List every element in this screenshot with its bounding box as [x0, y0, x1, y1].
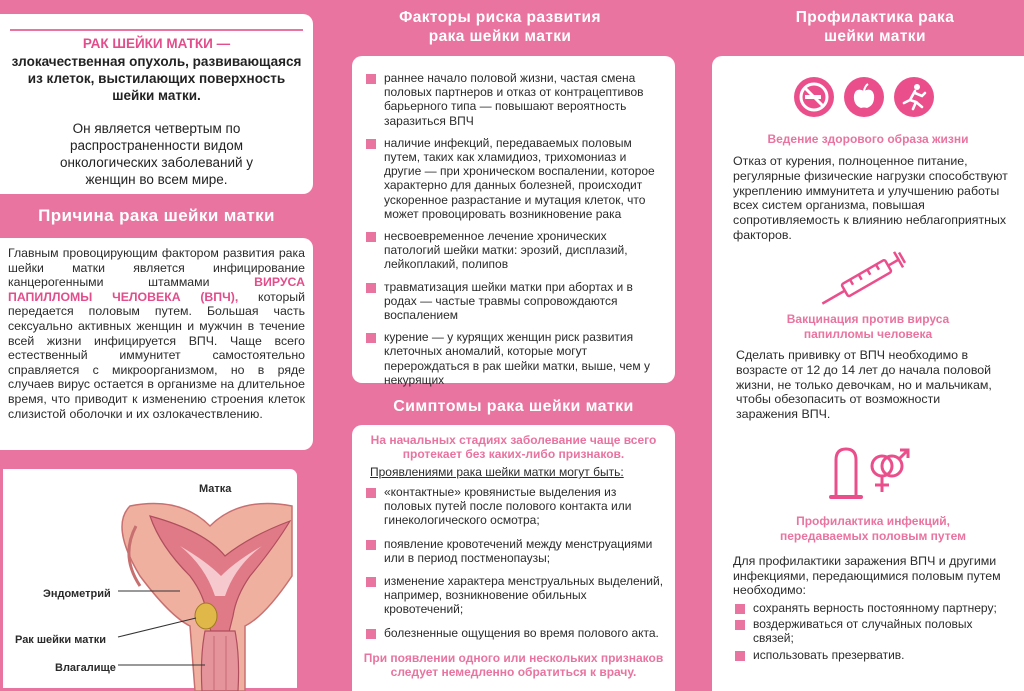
symptom-item-text: «контактные» кровянистые выделения из половых путей после полового контакта или гинекологического осмотра; [384, 485, 632, 528]
symptoms-header: Симптомы рака шейки матки [393, 398, 634, 415]
uterus-illustration [0, 466, 300, 691]
square-bullet-icon [735, 604, 745, 614]
infection-prevention-item [733, 648, 1012, 662]
vaccination-body: Сделать прививку от ВПЧ необходимо в возрасте от 12 до 14 лет до начала половой жизни, не только девочкам, но и мальчикам, чтобы обезопасить от возможности заражения ВПЧ. [736, 348, 992, 422]
risk-factor-item [364, 136, 665, 221]
square-bullet-icon [735, 651, 745, 661]
infection-prevention-intro: Для профилактики заражения ВПЧ и другими инфекциями, передающимися половым путем необходимо: [733, 554, 1001, 598]
apple-icon [844, 77, 884, 117]
cause-virus-name: ВИРУСА ПАПИЛЛОМЫ ЧЕЛОВЕКА (ВПЧ), [8, 275, 306, 304]
square-bullet-icon [366, 629, 376, 639]
symptom-item [364, 537, 665, 565]
infection-prevention-title: Профилактика инфекций, передаваемых половым путем [779, 514, 966, 543]
risk-factor-item [364, 71, 665, 128]
diagram-label-cancer: Рак шейки матки [15, 634, 107, 646]
symptom-item-text: болезненные ощущения во время полового акта. [384, 625, 659, 640]
definition-box [0, 14, 313, 194]
risk-factors-list [364, 71, 665, 395]
symptoms-box [352, 425, 675, 691]
square-bullet-icon [366, 74, 376, 84]
infection-prevention-item-text: использовать презерватив. [753, 647, 905, 662]
symptoms-warning: На начальных стадиях заболевание чаще всего протекает без каких-либо признаков. [370, 433, 657, 461]
infection-prevention-list [733, 601, 1012, 664]
healthy-lifestyle-body: Отказ от курения, полноценное питание, регулярные физические нагрузки способствуют укреплению иммунитета и улучшению работы всех систем организма, повышая сопротивляемость к влиянию неблагоприятных факторов. [733, 154, 1008, 242]
symptom-item [364, 626, 665, 640]
symptoms-list [364, 485, 665, 649]
symptom-item-text: появление кровотечений между менструациями или в период постменопаузы; [384, 536, 653, 565]
syringe-icon [812, 249, 922, 309]
condom-icon [828, 446, 864, 502]
symptoms-intro: Проявлениями рака шейки матки могут быть: [370, 465, 624, 479]
square-bullet-icon [366, 283, 376, 293]
symptom-item-text: изменение характера менструальных выделений, например, возникновение обильных кровотечений; [384, 574, 664, 617]
no-smoking-icon [794, 77, 834, 117]
risk-factor-item-text: курение — у курящих женщин риск развития клеточных аномалий, которые могут перерождаться в рак шейки матки, выше, чем у некурящих [384, 330, 650, 387]
vaccination-title: Вакцинация против вируса папилломы человека [786, 312, 950, 341]
definition-body: злокачественная опухоль, развивающаяся из клеток, выстилающих поверхность шейки матки. [11, 54, 302, 103]
square-bullet-icon [366, 540, 376, 550]
symptom-item [364, 485, 665, 528]
square-bullet-icon [366, 139, 376, 149]
symptoms-footer: При появлении одного или нескольких признаков следует немедленно обратиться к врачу. [363, 651, 664, 679]
definition-title: РАК ШЕЙКИ МАТКИ — [82, 36, 231, 51]
risk-factor-item-text: наличие инфекций, передаваемых половым путем, таких как хламидиоз, трихомониаз и другие — при хроническом воспалении, которое характерно для данных болезней, происходит ускоренное разрастание и мутация клеток, что может провоцировать возникновение рака [384, 135, 655, 221]
infection-prevention-item [733, 601, 1012, 615]
risk-factors-box [352, 56, 675, 387]
cause-paragraph-2: который передается половым путем. Большая часть сексуально активных женщин и мужчин в течение всей жизни инфицируется ВПЧ. Чаще всего естественный иммунитет самостоятельно справляется с микроорганизмом, но в ряде случаев вирус остается в организме на длительное время, что приводит к изменению строения клеток слизистой оболочки и их озлокачествлению. [8, 289, 306, 421]
square-bullet-icon [366, 488, 376, 498]
risk-factor-item [364, 330, 665, 387]
running-icon [894, 77, 934, 117]
risk-factors-header: Факторы риска развития рака шейки матки [399, 9, 601, 45]
risk-factor-item [364, 229, 665, 272]
risk-factor-item-text: раннее начало половой жизни, частая смена половых партнеров и отказ от контрацептивов барьерного типа — повышают вероятность заразиться ВПЧ [384, 71, 644, 128]
diagram-label-uterus: Матка [199, 483, 232, 495]
infection-prevention-item-text: сохранять верность постоянному партнеру; [753, 601, 997, 615]
prevention-header: Профилактика рака шейки матки [795, 9, 955, 45]
square-bullet-icon [366, 333, 376, 343]
square-bullet-icon [735, 620, 745, 630]
square-bullet-icon [366, 577, 376, 587]
symptom-item [364, 574, 665, 617]
cause-paragraph-1: Главным провоцирующим фактором развития рака шейки матки является инфицирование канцерогенными штаммами [8, 246, 305, 290]
prevention-box [712, 56, 1024, 691]
risk-factor-item-text: несвоевременное лечение хронических патологий шейки матки: эрозий, дисплазий, лейкоплакий, полипов [384, 229, 628, 272]
risk-factor-item [364, 280, 665, 323]
gender-symbols-icon [864, 446, 914, 500]
diagram-label-vagina: Влагалище [55, 662, 116, 674]
tumor-marker [195, 603, 217, 629]
definition-note: Он является четвертым по распространенности видом онкологических заболеваний у женщин во всем мире. [59, 121, 254, 187]
infection-prevention-item [733, 617, 1012, 645]
infection-prevention-item-text: воздерживаться от случайных половых связей; [753, 617, 973, 646]
cause-header: Причина рака шейки матки [38, 206, 275, 225]
healthy-lifestyle-title: Ведение здорового образа жизни [767, 132, 969, 146]
cause-box [0, 238, 313, 450]
diagram-label-endometrium: Эндометрий [43, 588, 111, 600]
risk-factor-item-text: травматизация шейки матки при абортах и в родах — частые травмы сопровождаются воспалением [384, 279, 633, 323]
cause-text [8, 246, 305, 421]
anatomy-diagram-box [0, 466, 300, 691]
square-bullet-icon [366, 232, 376, 242]
